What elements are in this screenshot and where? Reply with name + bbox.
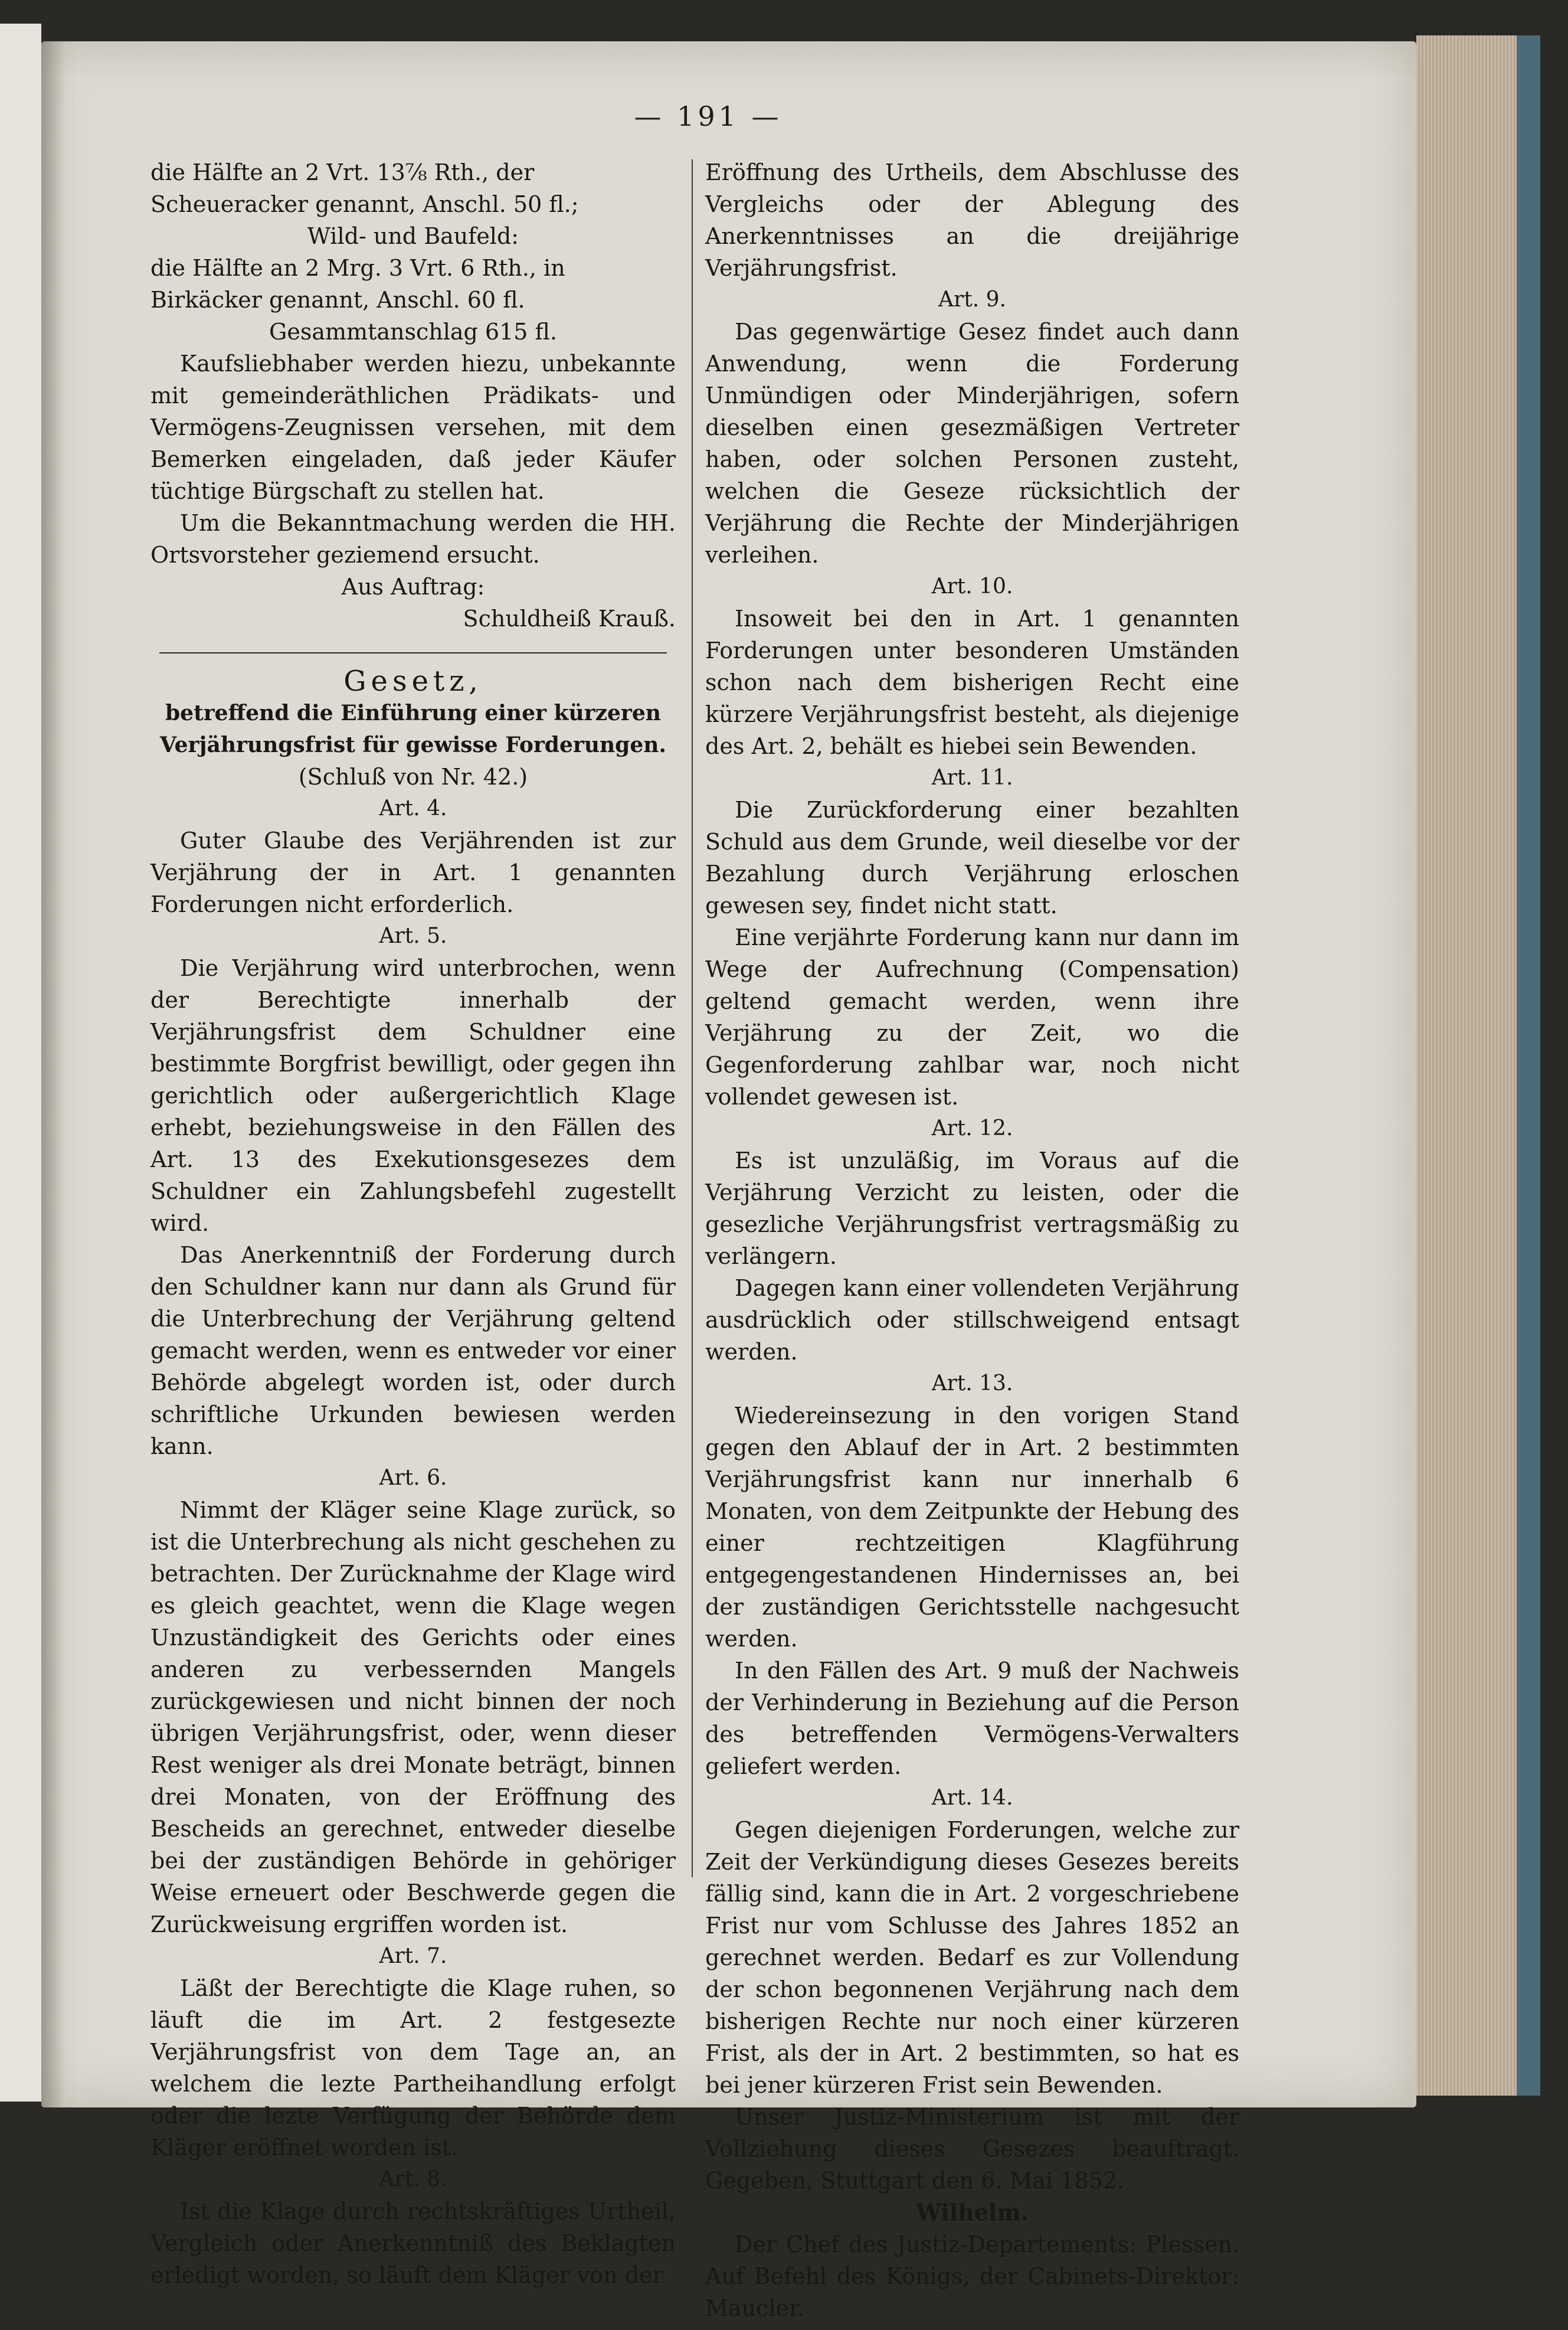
article-heading: Art. 5.	[379, 924, 447, 948]
section-rule	[159, 652, 667, 653]
article-heading: Art. 11.	[931, 766, 1013, 790]
article-text: Eröffnung des Urtheils, dem Abschlusse des Vergleichs oder der Ablegung des Anerkenntnisses an die dreijährige Verjährungsfrist.	[705, 159, 1239, 281]
article-text: Ist die Klage durch rechtskräftiges Urtheil, Vergleich oder Anerkenntniß des Beklagten erledigt worden, so läuft dem Kläger von der	[150, 2198, 676, 2288]
notice-signer: Schuldheiß Krauß.	[463, 606, 676, 632]
article-text: In den Fällen des Art. 9 muß der Nachweis der Verhinderung in Beziehung auf die Person des betreffenden Vermögens-Verwalters geliefert werden.	[705, 1658, 1239, 1779]
article-text: Das Anerkenntniß der Forderung durch den Schuldner kann nur dann als Grund für die Unterbrechung der Verjährung geltend gemacht werden, wenn es entweder vor einer Behörde abgelegt worden ist, oder durch schriftliche Urkunden bewiesen werden kann.	[150, 1242, 676, 1459]
article-text: Eine verjährte Forderung kann nur dann im Wege der Aufrechnung (Compensation) geltend gemacht werden, wenn ihre Verjährung zu der Zeit, wo die Gegenforderung zahlbar war, noch nicht vollendet gewesen ist.	[705, 924, 1239, 1110]
page-number: — 191 —	[634, 100, 783, 132]
article-text: Dagegen kann einer vollendeten Verjährung ausdrücklich oder stillschweigend entsagt werden.	[705, 1275, 1239, 1365]
right-column	[705, 156, 1239, 2330]
signature: Wilhelm.	[916, 2199, 1029, 2226]
article-heading: Art. 8.	[379, 2167, 447, 2191]
article-text: Insoweit bei den in Art. 1 genannten Forderungen unter besonderen Umständen schon nach dem bisherigen Recht eine kürzere Verjährungsfrist besteht, als diejenige des Art. 2, behält es hiebei sein Bewenden.	[705, 606, 1239, 759]
notice-line: die Hälfte an 2 Vrt. 13⅞ Rth., der	[150, 159, 535, 185]
notice-paragraph: Um die Bekanntmachung werden die HH. Ortsvorsteher geziemend ersucht.	[150, 510, 676, 568]
gutter-shadow	[41, 41, 65, 2107]
article-heading: Art. 7.	[379, 1944, 447, 1968]
countersign: Der Chef des Justiz-Departements: Plessen. Auf Befehl des Königs, der Cabinets-Direktor: Maucler.	[705, 2231, 1239, 2321]
article-text: Wiedereinsezung in den vorigen Stand gegen den Ablauf der in Art. 2 bestimmten Verjährungsfrist kann nur innerhalb 6 Monaten, von dem Zeitpunkte der Hebung des einer rechtzeitigen Klagführung entgegengestandenen Hindernisses an, bei der zuständigen Gerichtsstelle nachgesucht werden.	[705, 1403, 1239, 1652]
article-heading: Art. 6.	[379, 1466, 447, 1490]
article-heading: Art. 9.	[938, 287, 1006, 312]
article-text: Läßt der Berechtigte die Klage ruhen, so läuft die im Art. 2 festgesezte Verjährungsfrist von dem Tage an, an welchem die lezte Partheihandlung erfolgt oder die lezte Verfügung der Behörde dem Kläger eröffnet worden ist.	[150, 1975, 676, 2161]
law-subtitle: Verjährungsfrist für gewisse Forderungen.	[160, 733, 666, 757]
closing-text: Unser Justiz-Ministerium ist mit der Vollziehung dieses Gesezes beauftragt. Gegeben, Stuttgart den 6. Mai 1852.	[705, 2104, 1239, 2194]
article-heading: Art. 4.	[379, 796, 447, 821]
book-left-edge	[0, 24, 41, 2102]
article-text: Das gegenwärtige Gesez findet auch dann Anwendung, wenn die Forderung Unmündigen oder Minderjährigen, sofern dieselben einen gesezmäßigen Vertreter haben, oder solchen Personen zusteht, welchen die Geseze rücksichtlich der Verjährung die Rechte der Minderjährigen verleihen.	[705, 319, 1239, 568]
notice-line: Gesammtanschlag 615 fl.	[269, 319, 557, 345]
law-subtitle: betreffend die Einführung einer kürzeren	[165, 701, 661, 726]
article-heading: Art. 14.	[931, 1786, 1013, 1810]
article-text: Gegen diejenigen Forderungen, welche zur Zeit der Verkündigung dieses Gesezes bereits fällig sind, kann die in Art. 2 vorgeschriebene Frist nur vom Schlusse des Jahres 1852 an gerechnet werden. Bedarf es zur Vollendung der schon begonnenen Verjährung nach dem bisherigen Rechte nur noch einer kürzeren Frist, als der in Art. 2 bestimmten, so hat es bei jener kürzeren Frist sein Bewenden.	[705, 1817, 1239, 2098]
left-column	[150, 156, 676, 2291]
notice-line: Birkäcker genannt, Anschl. 60 fl.	[150, 287, 525, 313]
article-heading: Art. 10.	[931, 574, 1013, 599]
article-text: Die Verjährung wird unterbrochen, wenn der Berechtigte innerhalb der Verjährungsfrist dem Schuldner eine bestimmte Borgfrist bewilligt, oder gegen ihn gerichtlich oder außergerichtlich Klage erhebt, beziehungsweise in den Fällen des Art. 13 des Exekutionsgesezes dem Schuldner ein Zahlungsbefehl zugestellt wird.	[150, 955, 676, 1236]
column-divider	[692, 159, 693, 1877]
notice-line: Scheueracker genannt, Anschl. 50 fl.;	[150, 191, 579, 217]
article-text: Nimmt der Kläger seine Klage zurück, so ist die Unterbrechung als nicht geschehen zu betrachten. Der Zurücknahme der Klage wird es gleich geachtet, wenn die Klage wegen Unzuständigkeit des Gerichts oder eines anderen zu verbessernden Mangels zurückgewiesen und nicht binnen der noch übrigen Verjährungsfrist, oder, wenn dieser Rest weniger als drei Monate beträgt, binnen drei Monaten, von der Eröffnung des Bescheids an gerechnet, entweder dieselbe bei der zuständigen Behörde in gehöriger Weise erneuert oder Beschwerde gegen die Zurückweisung ergriffen worden ist.	[150, 1497, 676, 1937]
law-note: (Schluß von Nr. 42.)	[298, 764, 528, 790]
notice-signoff: Aus Auftrag:	[341, 574, 485, 600]
notice-line: die Hälfte an 2 Mrg. 3 Vrt. 6 Rth., in	[150, 255, 565, 281]
law-title: Gesetz,	[343, 665, 483, 698]
article-text: Guter Glaube des Verjährenden ist zur Verjährung der in Art. 1 genannten Forderungen nicht erforderlich.	[150, 828, 676, 917]
notice-paragraph: Kaufsliebhaber werden hiezu, unbekannte mit gemeinderäthlichen Prädikats- und Vermögens-Zeugnissen versehen, mit dem Bemerken eingeladen, daß jeder Käufer tüchtige Bürgschaft zu stellen hat.	[150, 351, 676, 504]
article-text: Die Zurückforderung einer bezahlten Schuld aus dem Grunde, weil dieselbe vor der Bezahlung durch Verjährung erloschen gewesen sey, findet nicht statt.	[705, 797, 1239, 919]
book-page-edges	[1416, 35, 1540, 2096]
notice-line: Wild- und Baufeld:	[307, 223, 519, 249]
article-heading: Art. 12.	[931, 1116, 1013, 1141]
article-text: Es ist unzuläßig, im Voraus auf die Verjährung Verzicht zu leisten, oder die gesezliche Verjährungsfrist vertragsmäßig zu verlängern.	[705, 1148, 1239, 1269]
article-heading: Art. 13.	[931, 1371, 1013, 1396]
